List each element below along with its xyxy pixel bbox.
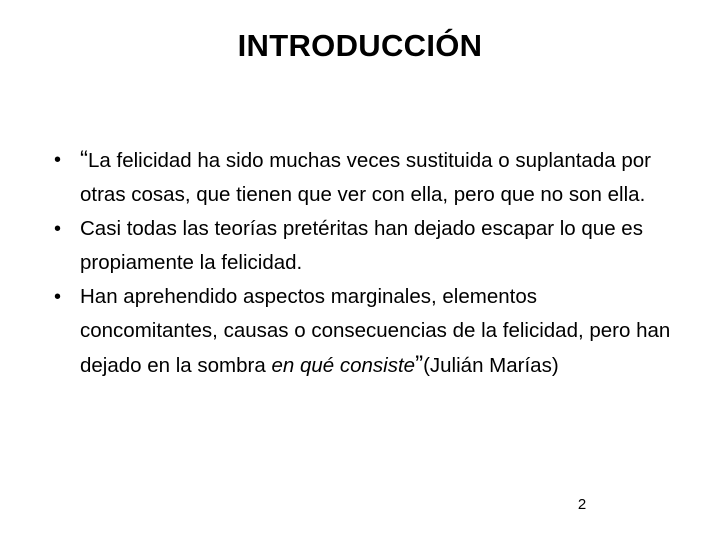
bullet-item xyxy=(54,143,674,212)
bullet-dot-icon: • xyxy=(54,218,62,240)
bullet-item xyxy=(54,280,674,383)
bullet-text: Casi todas las teorías pretéritas han dejado escapar lo que es propiamente la felicidad. xyxy=(80,217,643,274)
bullet-text: Han aprehendido aspectos marginales, elementos concomitantes, causas o consecuencias de la felicidad, pero han dejado en la sombra xyxy=(80,285,671,377)
open-quote: “ xyxy=(80,146,88,173)
bullet-italic-text: en qué consiste xyxy=(271,354,416,377)
bullet-item xyxy=(54,212,674,280)
bullet-dot-icon: • xyxy=(54,286,62,308)
bullet-dot-icon: • xyxy=(54,149,62,171)
slide-title: INTRODUCCIÓN xyxy=(237,28,483,63)
close-quote: ” xyxy=(415,351,424,378)
page-number: 2 xyxy=(577,496,587,513)
quote-attribution: (Julián Marías) xyxy=(423,354,559,377)
bullet-text: La felicidad ha sido muchas veces sustituida o suplantada por otras cosas, que tienen que ver con ella, pero que no son ella. xyxy=(80,149,651,206)
bullet-list xyxy=(54,143,674,383)
